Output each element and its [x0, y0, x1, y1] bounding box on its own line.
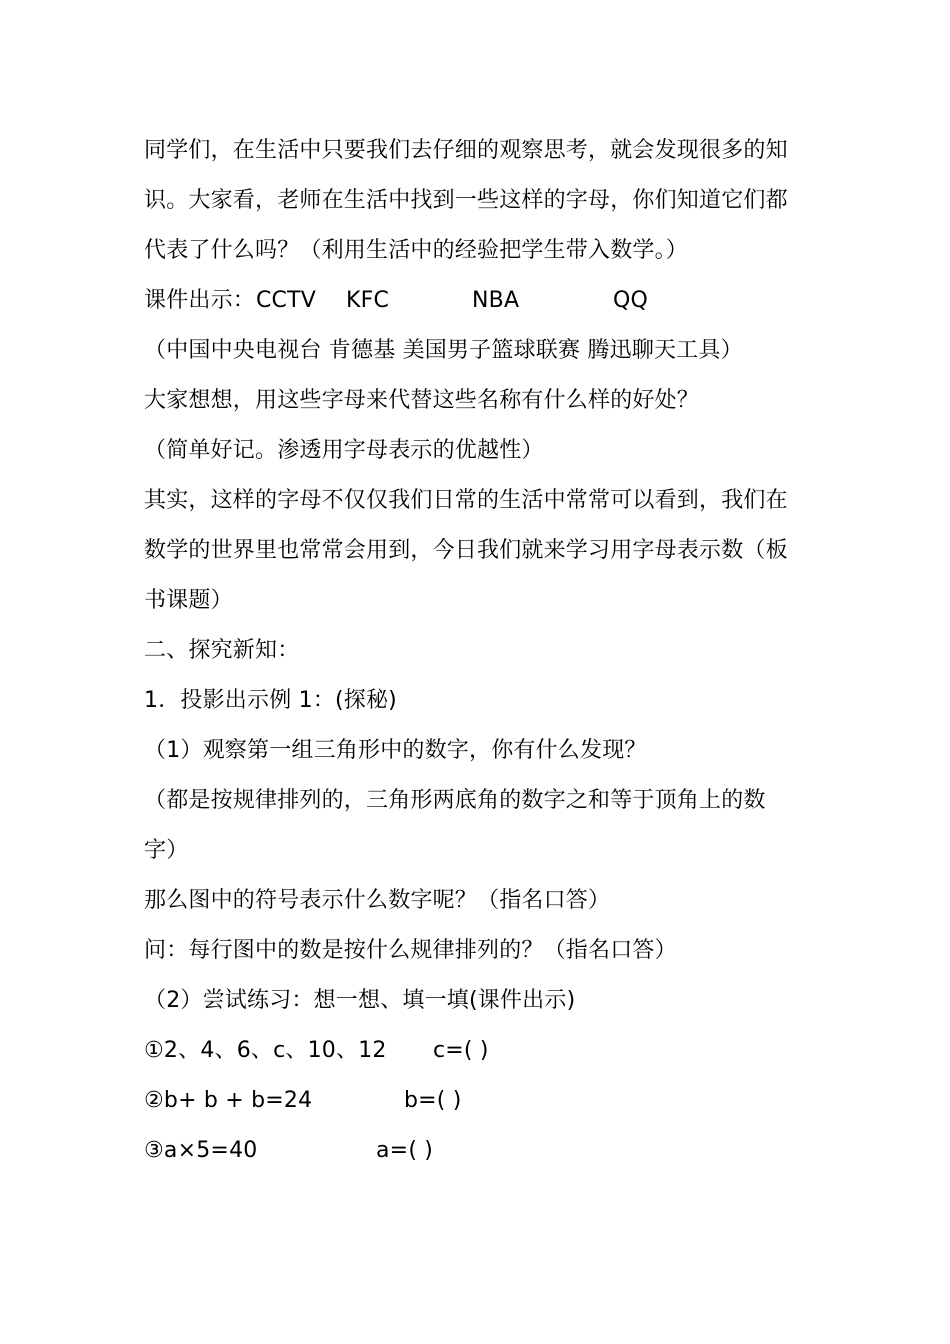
courseware-item-cctv: CCTV	[256, 288, 317, 313]
exercise-1-blank: c=( )	[433, 1038, 489, 1063]
paragraph-2-line-1: 其实，这样的字母不仅仅我们日常的生活中常常可以看到，我们在	[144, 488, 788, 513]
section-2-heading: 二、探究新知：	[144, 638, 300, 663]
exercise-2-expression: ②b+ b + b=24	[144, 1088, 313, 1113]
exercise-3-blank: a=( )	[376, 1138, 434, 1163]
sub-item-1-answer-line-2: 字）	[144, 838, 189, 863]
paragraph-1-line-1: 同学们，在生活中只要我们去仔细的观察思考，就会发现很多的知	[144, 138, 788, 163]
sub-item-2: （2）尝试练习：想一想、填一填(课件出示)	[144, 988, 576, 1013]
paragraph-1-line-2: 识。大家看，老师在生活中找到一些这样的字母，你们知道它们都	[144, 188, 788, 213]
exercise-1-expression: ①2、4、6、c、10、12	[144, 1038, 387, 1063]
step-1: 1．投影出示例 1：(探秘)	[144, 688, 397, 713]
paragraph-2-line-3: 书课题）	[144, 588, 233, 613]
question-2: 那么图中的符号表示什么数字呢？（指名口答）	[144, 888, 611, 913]
meanings-line: （中国中央电视台 肯德基 美国男子篮球联赛 腾迅聊天工具）	[144, 338, 743, 363]
courseware-item-nba: NBA	[472, 288, 520, 313]
exercise-3-expression: ③a×5=40	[144, 1138, 258, 1163]
courseware-item-qq: QQ	[613, 288, 649, 313]
sub-item-1-answer-line-1: （都是按规律排列的，三角形两底角的数字之和等于顶角上的数	[144, 788, 766, 813]
exercise-2-blank: b=( )	[404, 1088, 462, 1113]
paragraph-1-line-3: 代表了什么吗？（利用生活中的经验把学生带入数学。）	[144, 238, 689, 263]
sub-item-1: （1）观察第一组三角形中的数字，你有什么发现？	[144, 738, 647, 763]
courseware-label: 课件出示：	[144, 288, 256, 313]
courseware-item-kfc: KFC	[346, 288, 390, 313]
paragraph-2-line-2: 数学的世界里也常常会用到，今日我们就来学习用字母表示数（板	[144, 538, 788, 563]
question-3: 问：每行图中的数是按什么规律排列的？（指名口答）	[144, 938, 677, 963]
question-1: 大家想想，用这些字母来代替这些名称有什么样的好处？	[144, 388, 700, 413]
answer-1: （简单好记。渗透用字母表示的优越性）	[144, 438, 544, 463]
